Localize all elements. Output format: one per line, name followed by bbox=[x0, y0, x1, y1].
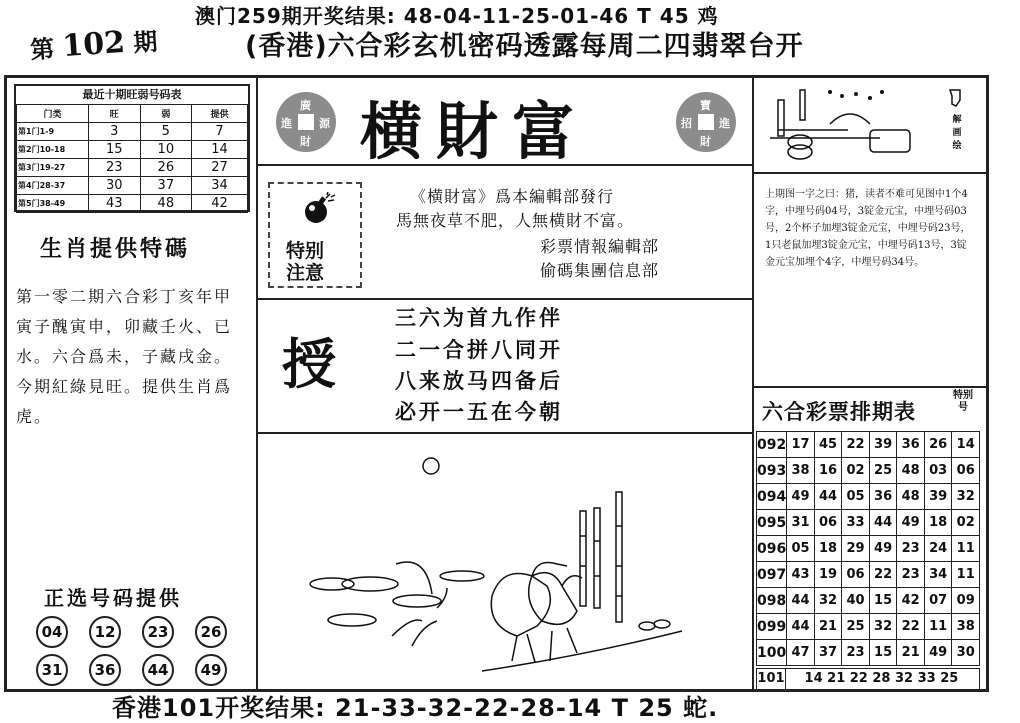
riddle-illustration bbox=[770, 86, 920, 166]
table-cell: 3 bbox=[89, 123, 141, 141]
schedule-number: 32 bbox=[869, 614, 897, 640]
schedule-number: 06 bbox=[842, 562, 870, 588]
table-cell: 48 bbox=[140, 195, 192, 213]
schedule-issue: 094 bbox=[757, 484, 787, 510]
schedule-number: 06 bbox=[952, 458, 980, 484]
schedule-number: 19 bbox=[814, 562, 842, 588]
number-ball: 04 bbox=[36, 616, 68, 648]
coin-char: 廣 bbox=[300, 99, 311, 112]
schedule-number: 18 bbox=[924, 510, 952, 536]
selection-title: 正选号码提供 bbox=[44, 586, 182, 610]
schedule-number: 38 bbox=[787, 458, 815, 484]
schedule-number: 22 bbox=[842, 432, 870, 458]
schedule-tag: 特别号 bbox=[953, 390, 973, 413]
schedule-number: 37 bbox=[814, 640, 842, 666]
schedule-number: 30 bbox=[952, 640, 980, 666]
notice-line: 《横財富》爲本編輯部發行 bbox=[410, 187, 615, 206]
schedule-number: 22 bbox=[869, 562, 897, 588]
schedule-number: 21 bbox=[897, 640, 925, 666]
schedule-row bbox=[757, 640, 980, 666]
table-cell: 14 bbox=[192, 141, 248, 159]
notice-badge-line1: 特别 bbox=[286, 240, 325, 262]
table-cell: 23 bbox=[89, 159, 141, 177]
table-cell: 37 bbox=[140, 177, 192, 195]
schedule-table bbox=[756, 431, 980, 666]
divider-schedule bbox=[754, 386, 986, 388]
notice-line: 偷碼集團信息部 bbox=[540, 261, 660, 280]
schedule-number: 44 bbox=[869, 510, 897, 536]
number-ball: 12 bbox=[89, 616, 121, 648]
poem-line: 必开一五在今朝 bbox=[395, 400, 563, 424]
schedule-number: 17 bbox=[787, 432, 815, 458]
schedule-number: 44 bbox=[814, 484, 842, 510]
table-header-row bbox=[17, 105, 248, 123]
notice-badge bbox=[268, 182, 362, 288]
table-cell: 15 bbox=[89, 141, 141, 159]
number-ball: 44 bbox=[142, 654, 174, 686]
divider-notice bbox=[258, 298, 752, 300]
notice-badge-line2: 注意 bbox=[286, 262, 325, 284]
table-row bbox=[17, 123, 248, 141]
ten-period-caption: 最近十期旺弱号码表 bbox=[16, 86, 248, 105]
table-cell: 7 bbox=[192, 123, 248, 141]
schedule-row bbox=[757, 588, 980, 614]
schedule-number: 40 bbox=[842, 588, 870, 614]
coin-char: 財 bbox=[300, 135, 311, 148]
schedule-issue: 097 bbox=[757, 562, 787, 588]
schedule-number: 36 bbox=[897, 432, 925, 458]
poem-line: 八来放马四备后 bbox=[395, 369, 563, 393]
schedule-number: 44 bbox=[787, 588, 815, 614]
coin-char: 進 bbox=[281, 117, 292, 130]
notice-line: 彩票情報編輯部 bbox=[540, 237, 660, 256]
schedule-issue: 093 bbox=[757, 458, 787, 484]
number-ball: 49 bbox=[195, 654, 227, 686]
table-header: 提供 bbox=[192, 105, 248, 123]
table-header: 弱 bbox=[140, 105, 192, 123]
coin-char: 財 bbox=[700, 135, 711, 148]
table-row bbox=[17, 141, 248, 159]
coin-left-icon bbox=[276, 92, 336, 152]
schedule-number: 32 bbox=[814, 588, 842, 614]
schedule-row bbox=[757, 432, 980, 458]
divider-left bbox=[256, 78, 258, 690]
pointing-hand-icon bbox=[946, 86, 968, 110]
table-header: 门类 bbox=[17, 105, 89, 123]
poem-line: 三六为首九作伴 bbox=[395, 306, 563, 330]
schedule-issue: 100 bbox=[757, 640, 787, 666]
coin-char: 進 bbox=[719, 117, 730, 130]
schedule-number: 02 bbox=[952, 510, 980, 536]
schedule-row bbox=[757, 562, 980, 588]
issue-label bbox=[29, 22, 159, 67]
schedule-number: 14 bbox=[952, 432, 980, 458]
row-label: 第5门38-49 bbox=[17, 195, 89, 213]
poem-line: 二一合拼八同开 bbox=[395, 338, 563, 362]
schedule-issue: 099 bbox=[757, 614, 787, 640]
schedule-last-issue: 101 bbox=[757, 669, 786, 689]
schedule-number: 24 bbox=[924, 536, 952, 562]
schedule-number: 48 bbox=[897, 484, 925, 510]
schedule-row bbox=[757, 536, 980, 562]
schedule-number: 22 bbox=[897, 614, 925, 640]
coin-right-icon bbox=[676, 92, 736, 152]
table-cell: 30 bbox=[89, 177, 141, 195]
schedule-number: 15 bbox=[869, 640, 897, 666]
schedule-number: 38 bbox=[952, 614, 980, 640]
schedule-issue: 092 bbox=[757, 432, 787, 458]
schedule-number: 23 bbox=[897, 562, 925, 588]
schedule-number: 25 bbox=[842, 614, 870, 640]
schedule-number: 39 bbox=[924, 484, 952, 510]
table-cell: 26 bbox=[140, 159, 192, 177]
number-ball: 23 bbox=[142, 616, 174, 648]
schedule-last-numbers: 14 21 22 28 32 33 25 bbox=[804, 671, 959, 686]
row-label: 第3门19-27 bbox=[17, 159, 89, 177]
schedule-number: 48 bbox=[897, 458, 925, 484]
schedule-issue: 095 bbox=[757, 510, 787, 536]
table-cell: 42 bbox=[192, 195, 248, 213]
table-row bbox=[17, 177, 248, 195]
main-title: (香港)六合彩玄机密码透露每周二四翡翠台开 bbox=[245, 31, 804, 62]
riddle-text: 上期图一字之曰：猪，读者不难可见图中1个4字，中埋号码04号，3锭金元宝，中埋号码03号，2个杯子加埋3锭金元宝，中埋号码23号，1只老鼠加埋3锭金元宝，中埋号码13号，3锭金元宝加埋个4字，中埋号码34号。 bbox=[765, 189, 971, 268]
schedule-number: 02 bbox=[842, 458, 870, 484]
schedule-number: 29 bbox=[842, 536, 870, 562]
schedule-number: 44 bbox=[787, 614, 815, 640]
schedule-number: 03 bbox=[924, 458, 952, 484]
issue-suffix: 期 bbox=[132, 26, 159, 58]
brand-title: 横財富 bbox=[360, 95, 589, 168]
schedule-number: 23 bbox=[897, 536, 925, 562]
schedule-number: 05 bbox=[842, 484, 870, 510]
riddle-side-label: 解画绘 bbox=[952, 115, 962, 151]
schedule-number: 49 bbox=[897, 510, 925, 536]
divider-poem bbox=[258, 432, 752, 434]
macau-result-headline: 澳门259期开奖结果: 48-04-11-25-01-46 T 45 鸡 bbox=[195, 4, 719, 28]
issue-prefix: 第 bbox=[29, 33, 56, 65]
ten-period-table bbox=[14, 84, 250, 212]
divider-riddle bbox=[754, 172, 986, 174]
crane-illustration bbox=[262, 436, 750, 688]
schedule-number: 36 bbox=[869, 484, 897, 510]
schedule-number: 11 bbox=[924, 614, 952, 640]
schedule-number: 09 bbox=[952, 588, 980, 614]
schedule-number: 39 bbox=[869, 432, 897, 458]
schedule-number: 49 bbox=[869, 536, 897, 562]
notice-line: 馬無夜草不肥，人無横財不富。 bbox=[396, 211, 635, 230]
coin-char: 寶 bbox=[700, 99, 711, 112]
row-label: 第2门10-18 bbox=[17, 141, 89, 159]
schedule-number: 21 bbox=[814, 614, 842, 640]
schedule-number: 05 bbox=[787, 536, 815, 562]
schedule-number: 23 bbox=[842, 640, 870, 666]
coin-char: 招 bbox=[681, 117, 692, 130]
table-header: 旺 bbox=[89, 105, 141, 123]
schedule-number: 26 bbox=[924, 432, 952, 458]
coin-char: 源 bbox=[319, 117, 330, 130]
schedule-number: 16 bbox=[814, 458, 842, 484]
schedule-number: 06 bbox=[814, 510, 842, 536]
schedule-row bbox=[757, 614, 980, 640]
schedule-last-row bbox=[756, 668, 980, 690]
table-cell: 27 bbox=[192, 159, 248, 177]
schedule-number: 32 bbox=[952, 484, 980, 510]
schedule-issue: 096 bbox=[757, 536, 787, 562]
table-row bbox=[17, 159, 248, 177]
schedule-issue: 098 bbox=[757, 588, 787, 614]
schedule-row bbox=[757, 484, 980, 510]
poem-label: 授 bbox=[282, 332, 336, 396]
schedule-number: 45 bbox=[814, 432, 842, 458]
number-ball: 31 bbox=[36, 654, 68, 686]
number-ball: 26 bbox=[195, 616, 227, 648]
schedule-row bbox=[757, 458, 980, 484]
schedule-title: 六合彩票排期表 bbox=[762, 400, 916, 424]
schedule-number: 11 bbox=[952, 536, 980, 562]
table-cell: 34 bbox=[192, 177, 248, 195]
schedule-number: 18 bbox=[814, 536, 842, 562]
table-cell: 10 bbox=[140, 141, 192, 159]
table-row bbox=[17, 195, 248, 213]
number-ball: 36 bbox=[89, 654, 121, 686]
schedule-number: 49 bbox=[787, 484, 815, 510]
row-label: 第1门1-9 bbox=[17, 123, 89, 141]
row-label: 第4门28-37 bbox=[17, 177, 89, 195]
ten-period-grid bbox=[16, 104, 248, 213]
table-cell: 43 bbox=[89, 195, 141, 213]
schedule-number: 47 bbox=[787, 640, 815, 666]
bomb-icon bbox=[300, 192, 340, 226]
issue-number: 102 bbox=[61, 24, 127, 65]
zodiac-title: 生肖提供特碼 bbox=[40, 236, 191, 262]
schedule-number: 42 bbox=[897, 588, 925, 614]
schedule-number: 33 bbox=[842, 510, 870, 536]
schedule-number: 11 bbox=[952, 562, 980, 588]
schedule-number: 25 bbox=[869, 458, 897, 484]
zodiac-text: 第一零二期六合彩丁亥年甲寅子醜寅申，卯藏壬火、已水。六合爲未，子藏戌金。今期紅綠見旺。提供生肖爲虎。 bbox=[16, 287, 233, 426]
schedule-number: 43 bbox=[787, 562, 815, 588]
schedule-number: 07 bbox=[924, 588, 952, 614]
schedule-row bbox=[757, 510, 980, 536]
table-cell: 5 bbox=[140, 123, 192, 141]
schedule-number: 49 bbox=[924, 640, 952, 666]
hk-result-footer: 香港101开奖结果: 21-33-32-22-28-14 T 25 蛇. bbox=[112, 694, 719, 722]
schedule-number: 34 bbox=[924, 562, 952, 588]
schedule-number: 15 bbox=[869, 588, 897, 614]
schedule-number: 31 bbox=[787, 510, 815, 536]
divider-right bbox=[752, 78, 754, 690]
